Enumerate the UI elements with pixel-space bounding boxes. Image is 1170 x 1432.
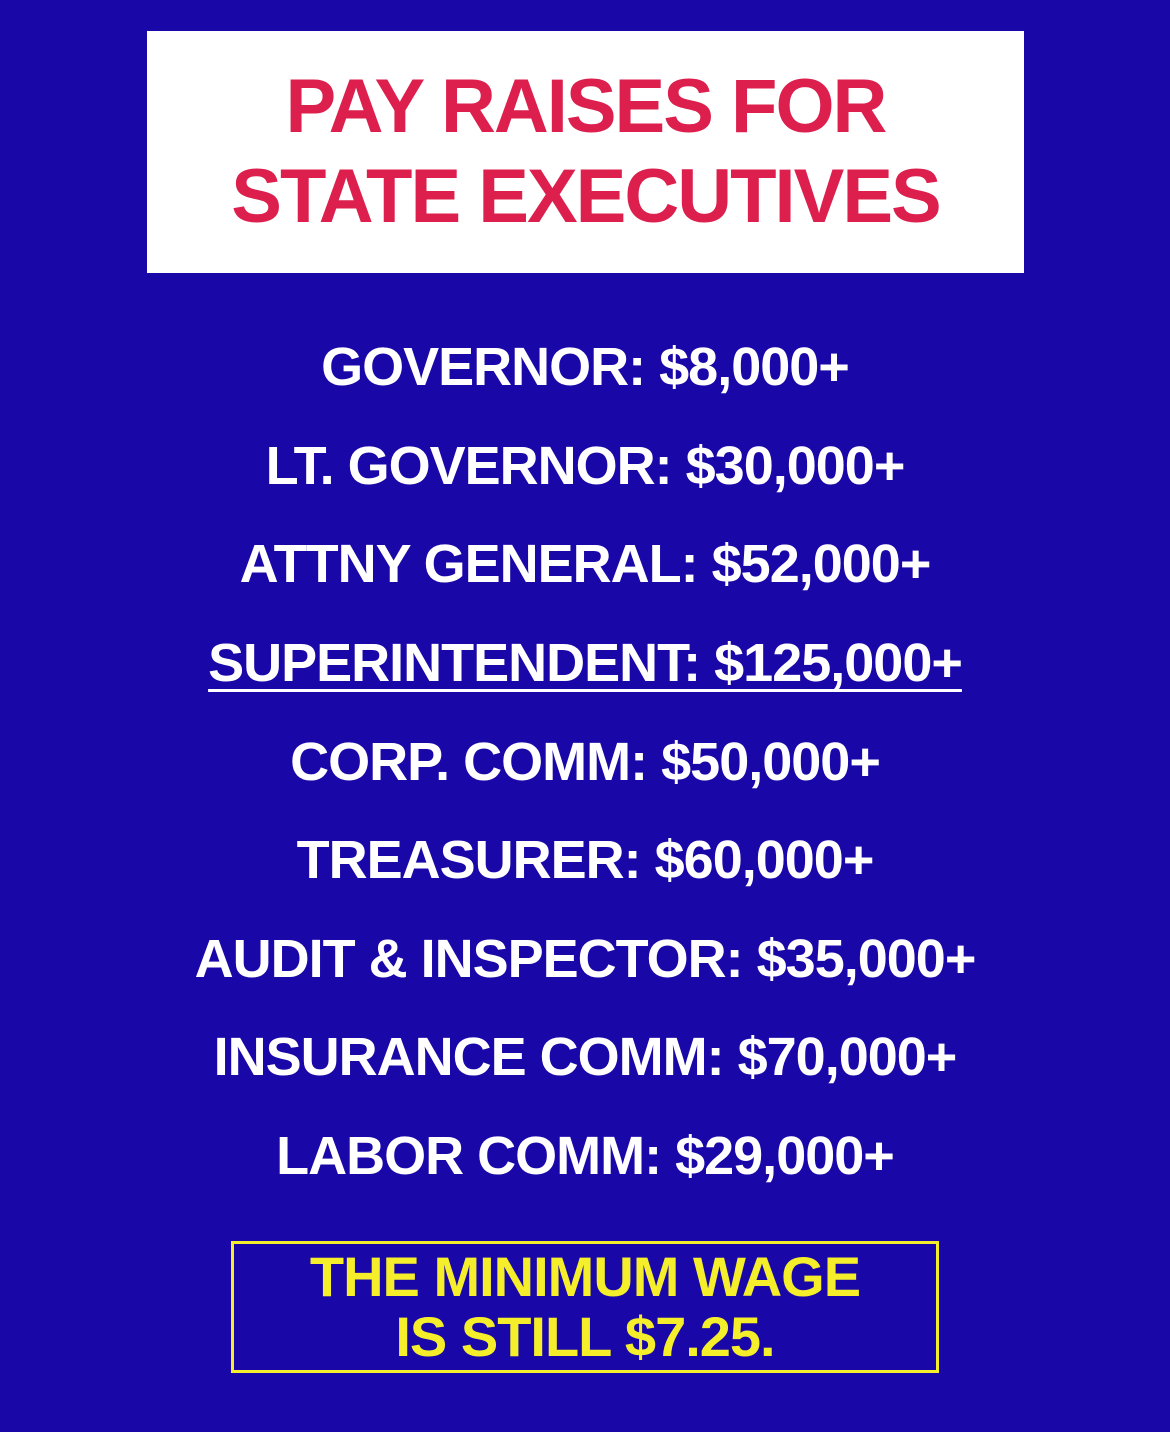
raise-row-corp-comm bbox=[0, 712, 1170, 811]
minimum-wage-box bbox=[231, 1241, 939, 1373]
title-box bbox=[147, 31, 1024, 273]
raise-row-insurance-comm bbox=[0, 1008, 1170, 1107]
raise-row-labor-comm bbox=[0, 1107, 1170, 1206]
raise-row-attorney-general bbox=[0, 515, 1170, 614]
raise-row-audit-inspector bbox=[0, 910, 1170, 1009]
raise-text: CORP. COMM: $50,000+ bbox=[290, 731, 880, 792]
raise-row-treasurer bbox=[0, 811, 1170, 910]
raises-list bbox=[0, 318, 1170, 1205]
title-line-2: STATE EXECUTIVES bbox=[231, 154, 940, 239]
raise-text: ATTNY GENERAL: $52,000+ bbox=[239, 534, 931, 595]
raise-text: SUPERINTENDENT: $125,000+ bbox=[208, 633, 962, 694]
raise-text: LABOR COMM: $29,000+ bbox=[276, 1126, 894, 1187]
title-line-1: PAY RAISES FOR bbox=[285, 64, 886, 149]
raise-text: GOVERNOR: $8,000+ bbox=[321, 337, 849, 398]
raise-text: LT. GOVERNOR: $30,000+ bbox=[265, 435, 905, 496]
footer-line-1: THE MINIMUM WAGE bbox=[309, 1245, 861, 1308]
raise-row-governor bbox=[0, 318, 1170, 417]
raise-text: AUDIT & INSPECTOR: $35,000+ bbox=[194, 928, 976, 989]
raise-text: TREASURER: $60,000+ bbox=[296, 830, 874, 891]
raise-row-superintendent bbox=[0, 614, 1170, 713]
raise-row-lt-governor bbox=[0, 417, 1170, 516]
footer-line-2: IS STILL $7.25. bbox=[395, 1305, 775, 1368]
raise-text: INSURANCE COMM: $70,000+ bbox=[213, 1027, 957, 1088]
